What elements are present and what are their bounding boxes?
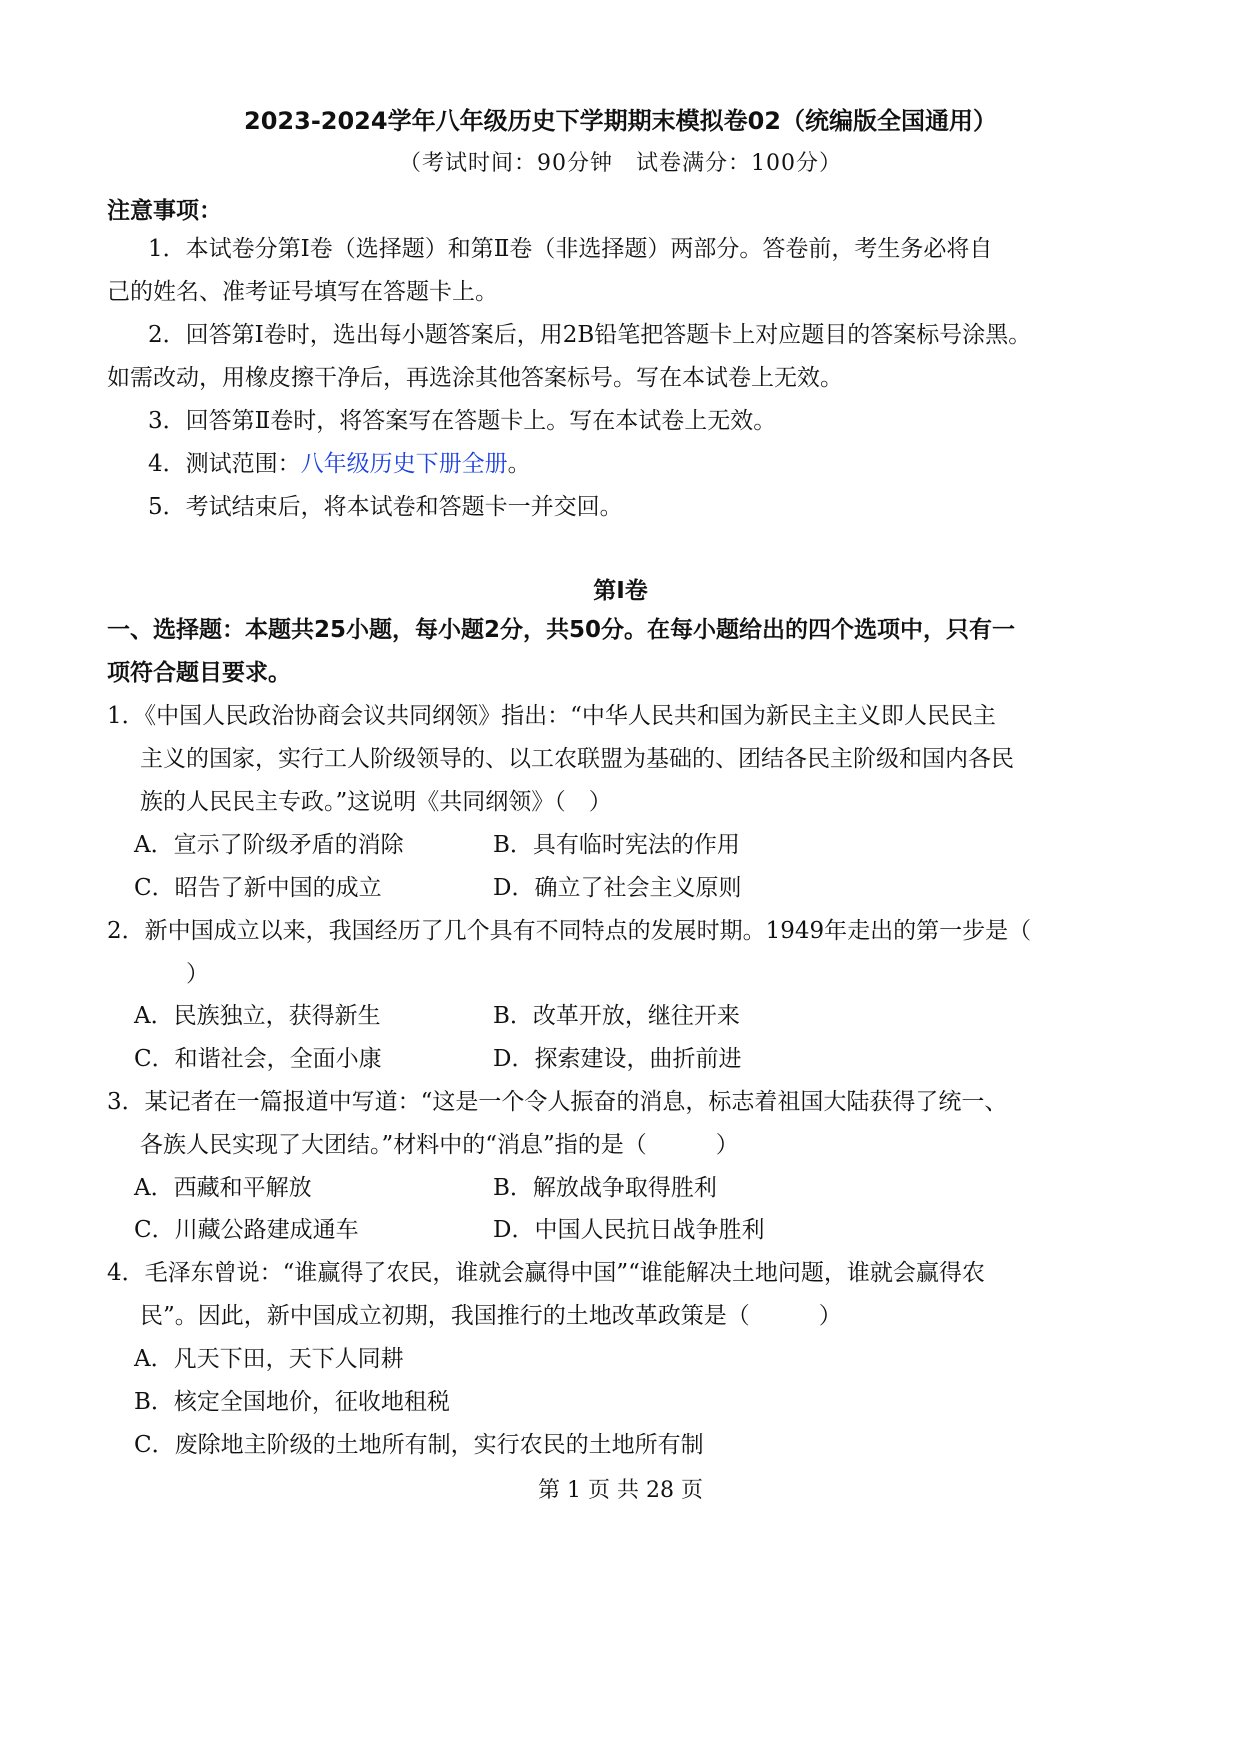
question-2-line-2: ） bbox=[186, 961, 209, 987]
question-4-line-1: 4．毛泽东曾说：“谁赢得了农民，谁就会赢得中国”“谁能解决土地问题，谁就会赢得农 bbox=[107, 1260, 985, 1286]
question-2-option-b: B．改革开放，继往开来 bbox=[493, 1003, 740, 1029]
notes-heading: 注意事项： bbox=[107, 198, 222, 224]
note-item-4-prefix: 4．测试范围： bbox=[148, 451, 301, 477]
question-1-option-d: D．确立了社会主义原则 bbox=[493, 875, 742, 901]
volume-heading: 第Ⅰ卷 bbox=[593, 578, 648, 604]
section-intro-line-1: 一、选择题：本题共25小题，每小题2分，共50分。在每小题给出的四个选项中，只有一 bbox=[107, 617, 1016, 643]
question-1-line-1: 1．《中国人民政治协商会议共同纲领》指出：“中华人民共和国为新民主主义即人民民主 bbox=[107, 703, 996, 729]
question-3-option-d: D．中国人民抗日战争胜利 bbox=[493, 1217, 765, 1243]
note-item-2-line-1: 2．回答第Ⅰ卷时，选出每小题答案后，用2B铅笔把答题卡上对应题目的答案标号涂黑。 bbox=[148, 322, 1032, 348]
question-1-option-b: B．具有临时宪法的作用 bbox=[493, 832, 740, 858]
question-4-option-b: B．核定全国地价，征收地租税 bbox=[134, 1389, 450, 1415]
note-item-4 bbox=[148, 447, 531, 481]
note-item-2-line-2: 如需改动，用橡皮擦干净后，再选涂其他答案标号。写在本试卷上无效。 bbox=[107, 365, 843, 391]
exam-title: 2023-2024学年八年级历史下学期期末模拟卷02（统编版全国通用） bbox=[244, 107, 997, 135]
question-3-line-2: 各族人民实现了大团结。”材料中的“消息”指的是（ ） bbox=[140, 1132, 739, 1158]
question-2-line-1: 2．新中国成立以来，我国经历了几个具有不同特点的发展时期。1949年走出的第一步是（ bbox=[107, 918, 1032, 944]
question-4-option-a: A．凡天下田，天下人同耕 bbox=[134, 1346, 404, 1372]
question-2-option-c: C．和谐社会，全面小康 bbox=[134, 1046, 382, 1072]
question-1-line-2: 主义的国家，实行工人阶级领导的、以工农联盟为基础的、团结各民主阶级和国内各民 bbox=[140, 746, 1014, 772]
question-2-option-a: A．民族独立，获得新生 bbox=[134, 1003, 381, 1029]
question-3-option-a: A．西藏和平解放 bbox=[134, 1175, 312, 1201]
question-1-line-3: 族的人民民主专政。”这说明《共同纲领》（ ） bbox=[140, 789, 612, 815]
test-scope-link[interactable]: 八年级历史下册全册 bbox=[300, 451, 508, 477]
note-item-4-suffix: 。 bbox=[507, 451, 531, 477]
note-item-1-line-1: 1．本试卷分第Ⅰ卷（选择题）和第Ⅱ卷（非选择题）两部分。答卷前，考生务必将自 bbox=[148, 236, 993, 262]
note-item-3: 3．回答第Ⅱ卷时，将答案写在答题卡上。写在本试卷上无效。 bbox=[148, 408, 777, 434]
note-item-5: 5．考试结束后，将本试卷和答题卡一并交回。 bbox=[148, 494, 623, 520]
question-1-option-a: A．宣示了阶级矛盾的消除 bbox=[134, 832, 404, 858]
question-2-option-d: D．探索建设，曲折前进 bbox=[493, 1046, 742, 1072]
page-footer: 第 1 页 共 28 页 bbox=[538, 1478, 703, 1503]
note-item-1-line-2: 己的姓名、准考证号填写在答题卡上。 bbox=[107, 279, 498, 305]
question-4-line-2: 民”。因此，新中国成立初期，我国推行的土地改革政策是（ ） bbox=[140, 1303, 842, 1329]
question-1-option-c: C．昭告了新中国的成立 bbox=[134, 875, 382, 901]
question-3-line-1: 3．某记者在一篇报道中写道：“这是一个令人振奋的消息，标志着祖国大陆获得了统一、 bbox=[107, 1089, 1008, 1115]
question-3-option-b: B．解放战争取得胜利 bbox=[493, 1175, 717, 1201]
question-4-option-c: C．废除地主阶级的土地所有制，实行农民的土地所有制 bbox=[134, 1432, 704, 1458]
exam-subtitle: （考试时间：90分钟 试卷满分：100分） bbox=[399, 151, 842, 176]
question-3-option-c: C．川藏公路建成通车 bbox=[134, 1217, 359, 1243]
section-intro-line-2: 项符合题目要求。 bbox=[107, 660, 291, 686]
